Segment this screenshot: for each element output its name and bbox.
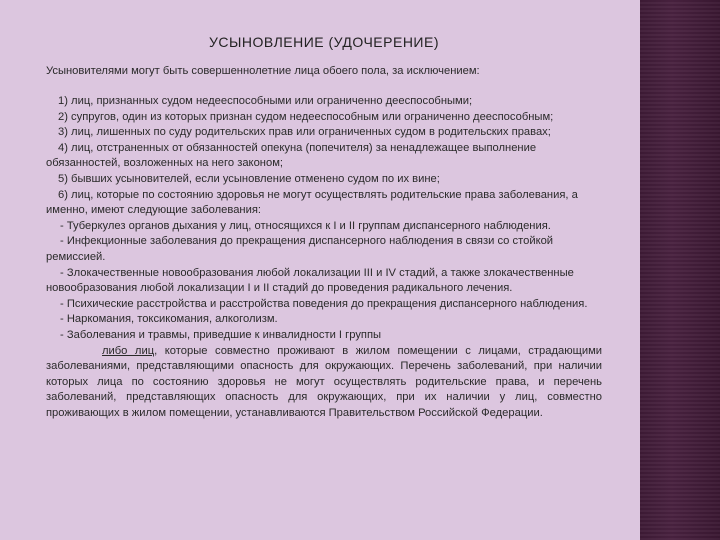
- list-item: 1) лиц, признанных судом недееспособными или ограниченно дееспособными;: [58, 95, 473, 107]
- final-paragraph: [46, 344, 602, 422]
- slide-title: УСЫНОВЛЕНИЕ (УДОЧЕРЕНИЕ): [208, 34, 439, 50]
- disease-item: - Психические расстройства и расстройства поведения до прекращения диспансерного наблюдения.: [60, 297, 588, 310]
- list-item: 3) лиц, лишенных по суду родительских прав или ограниченных судом в родительских правах;: [58, 126, 551, 139]
- disease-item: - Туберкулез органов дыхания у лиц, относящихся к I и II группам диспансерного наблюдения.: [60, 219, 551, 232]
- disease-item: - Злокачественные новообразования любой локализации III и IV стадий, а также злокачественные новообразования любой локализации I и II стадий до проведения радикального лечения.: [46, 266, 574, 295]
- list-item: 2) супругов, один из которых признан судом недееспособным или ограниченно дееспособным;: [58, 110, 554, 123]
- slide-content: [46, 34, 602, 421]
- underlined-text: либо лиц: [102, 344, 155, 357]
- final-paragraph-text: , которые совместно проживают в жилом помещении с лицами, страдающими заболеваниями, представляющими опасность для окружающих. Перечень заболеваний, при наличии которых лица по состоянию здоровья не могут осуществлять родительские права, и перечень заболеваний, представляющих опасность для окружающих, при их наличии у лиц, совместно проживающих в жилом помещении, устанавливаются Правительством Российской Федерации.: [46, 344, 603, 419]
- list-item: 6) лиц, которые по состоянию здоровья не могут осуществлять родительские права заболевания, а именно, имеют следующие заболевания:: [46, 188, 578, 217]
- exceptions-list: [46, 94, 602, 421]
- list-item: 5) бывших усыновителей, если усыновление отменено судом по их вине;: [58, 172, 440, 185]
- disease-item: - Наркомания, токсикомания, алкоголизм.: [60, 313, 278, 326]
- decorative-side-band: [640, 0, 720, 540]
- disease-item: - Инфекционные заболевания до прекращения диспансерного наблюдения в связи со стойкой ремиссией.: [46, 235, 554, 263]
- list-item: 4) лиц, отстраненных от обязанностей опекуна (попечителя) за ненадлежащее выполнение обязанностей, возложенных на него законом;: [46, 141, 537, 170]
- disease-item: - Заболевания и травмы, приведшие к инвалидности I группы: [60, 328, 382, 341]
- intro-text: Усыновителями могут быть совершеннолетние лица обоего пола, за исключением:: [46, 65, 480, 77]
